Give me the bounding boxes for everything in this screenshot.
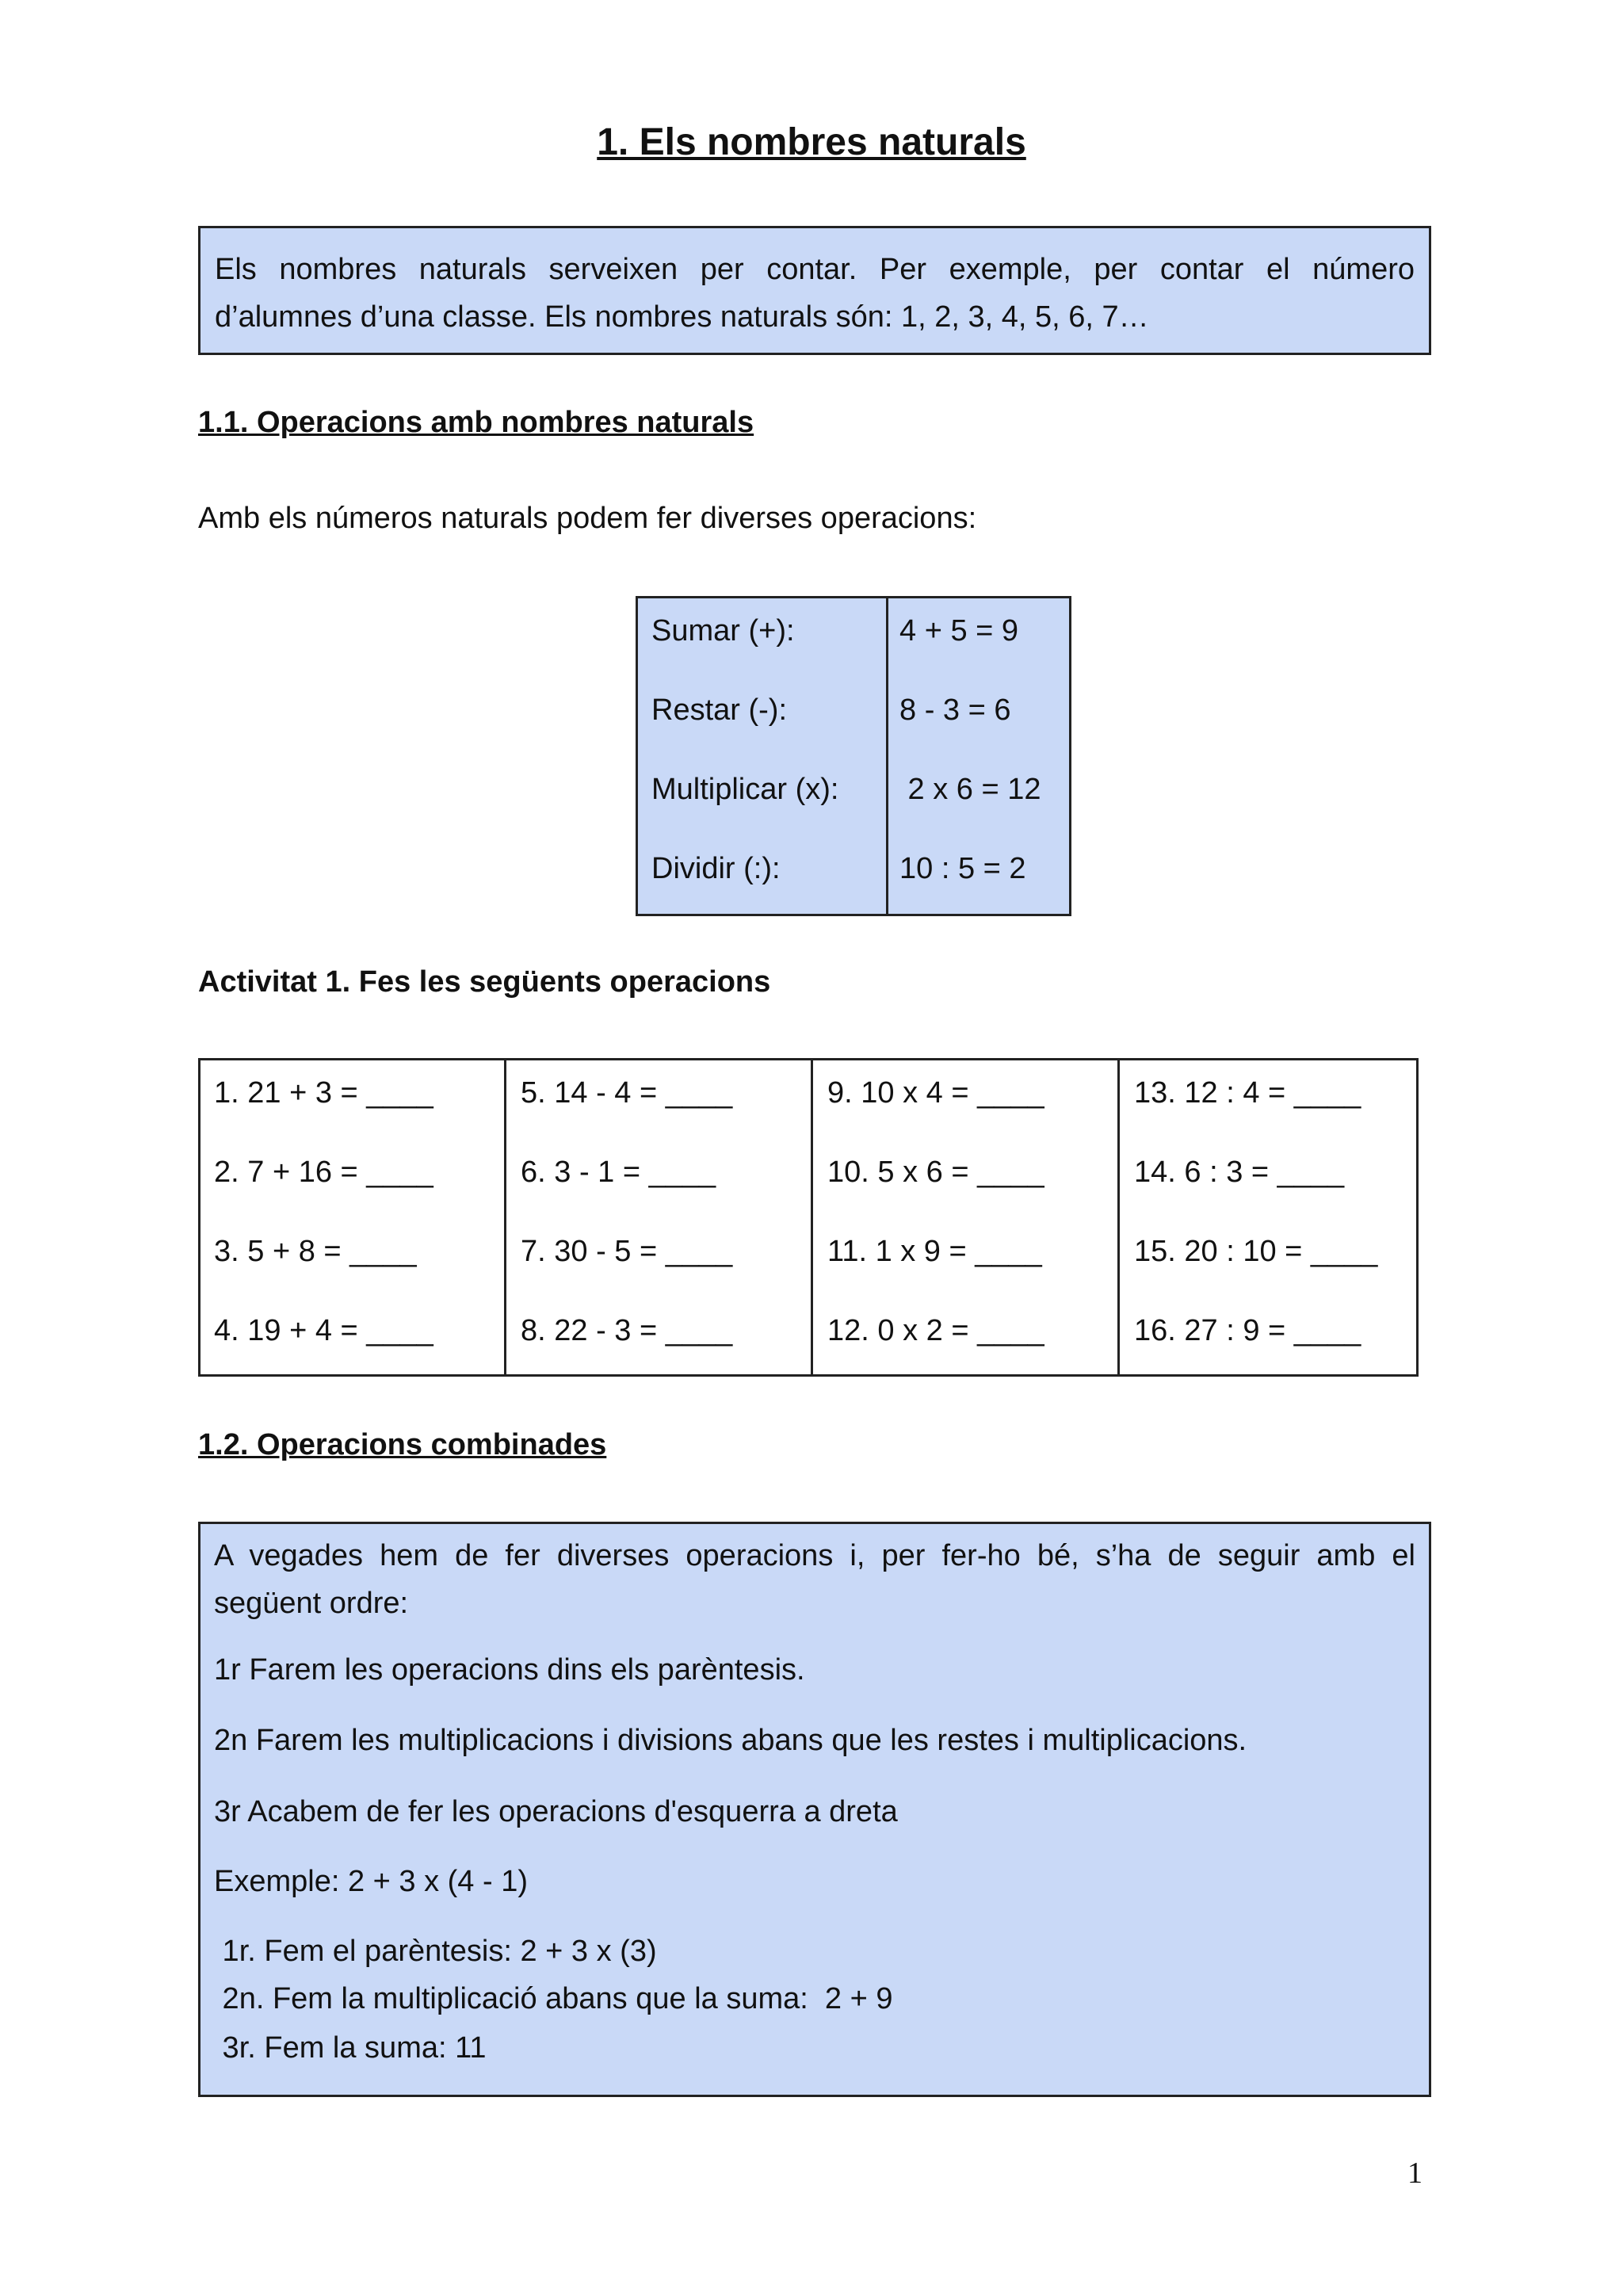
- intro-line-1: Els nombres naturals serveixen per contar. Per exemple, per contar el número: [215, 253, 1415, 286]
- intro-box: [198, 226, 1431, 355]
- operation-example: 2 x 6 = 12: [899, 773, 1041, 806]
- example-line: Exemple: 2 + 3 x (4 - 1): [214, 1865, 528, 1898]
- example-step-3: 3r. Fem la suma: 11: [214, 2031, 487, 2065]
- exercise-item: 3. 5 + 8 = ____: [214, 1235, 417, 1268]
- exercise-item: 8. 22 - 3 = ____: [521, 1314, 733, 1347]
- section-heading-1-2: 1.2. Operacions combinades: [198, 1428, 607, 1461]
- exercise-item: 5. 14 - 4 = ____: [521, 1076, 733, 1110]
- operation-row-subtract: [638, 693, 1069, 741]
- exercise-item: 14. 6 : 3 = ____: [1134, 1156, 1345, 1189]
- operation-row-sum: [638, 614, 1069, 662]
- example-step-1: 1r. Fem el parèntesis: 2 + 3 x (3): [214, 1935, 657, 1968]
- rule-1: 1r Farem les operacions dins els parèntesis.: [214, 1653, 805, 1687]
- exercise-item: 11. 1 x 9 = ____: [827, 1235, 1042, 1268]
- activity-column-divider: [504, 1060, 506, 1374]
- operation-name: Dividir (:):: [651, 852, 781, 885]
- page-title: 1. Els nombres naturals: [597, 121, 1026, 163]
- activity-column-divider: [1117, 1060, 1120, 1374]
- section-heading-1-1: 1.1. Operacions amb nombres naturals: [198, 406, 754, 439]
- operations-intro-text: Amb els números naturals podem fer diverses operacions:: [198, 502, 977, 535]
- operation-name: Sumar (+):: [651, 614, 795, 648]
- exercise-item: 2. 7 + 16 = ____: [214, 1156, 433, 1189]
- exercise-item: 15. 20 : 10 = ____: [1134, 1235, 1378, 1268]
- operation-example: 4 + 5 = 9: [899, 614, 1019, 648]
- operation-row-multiply: [638, 773, 1069, 820]
- rule-2: 2n Farem les multiplicacions i divisions abans que les restes i multiplicacions.: [214, 1724, 1247, 1757]
- exercise-item: 10. 5 x 6 = ____: [827, 1156, 1044, 1189]
- intro-line-2: d’alumnes d’una classe. Els nombres naturals són: 1, 2, 3, 4, 5, 6, 7…: [215, 300, 1149, 334]
- operation-row-divide: [638, 852, 1069, 900]
- activity-column-divider: [811, 1060, 813, 1374]
- exercise-item: 12. 0 x 2 = ____: [827, 1314, 1044, 1347]
- operations-table: [636, 596, 1071, 916]
- page-number: 1: [1407, 2157, 1423, 2190]
- operation-name: Multiplicar (x):: [651, 773, 839, 806]
- activity-table: [198, 1058, 1419, 1377]
- exercise-item: 13. 12 : 4 = ____: [1134, 1076, 1361, 1110]
- exercise-item: 16. 27 : 9 = ____: [1134, 1314, 1361, 1347]
- operation-example: 8 - 3 = 6: [899, 693, 1011, 727]
- combined-intro: [214, 1532, 1415, 1627]
- rule-3: 3r Acabem de fer les operacions d'esquerra a dreta: [214, 1795, 898, 1828]
- activity-title: Activitat 1. Fes les següents operacions: [198, 965, 771, 999]
- combined-operations-box: [198, 1522, 1431, 2097]
- exercise-item: 1. 21 + 3 = ____: [214, 1076, 433, 1110]
- exercise-item: 9. 10 x 4 = ____: [827, 1076, 1044, 1110]
- combined-intro-line-2: següent ordre:: [214, 1587, 409, 1620]
- combined-intro-line-1: A vegades hem de fer diverses operacions i, per fer-ho bé, s’ha de seguir amb el: [214, 1539, 1415, 1572]
- exercise-item: 4. 19 + 4 = ____: [214, 1314, 433, 1347]
- exercise-item: 7. 30 - 5 = ____: [521, 1235, 733, 1268]
- operation-name: Restar (-):: [651, 693, 787, 727]
- exercise-item: 6. 3 - 1 = ____: [521, 1156, 716, 1189]
- example-step-2: 2n. Fem la multiplicació abans que la suma: 2 + 9: [214, 1982, 893, 2015]
- operation-example: 10 : 5 = 2: [899, 852, 1026, 885]
